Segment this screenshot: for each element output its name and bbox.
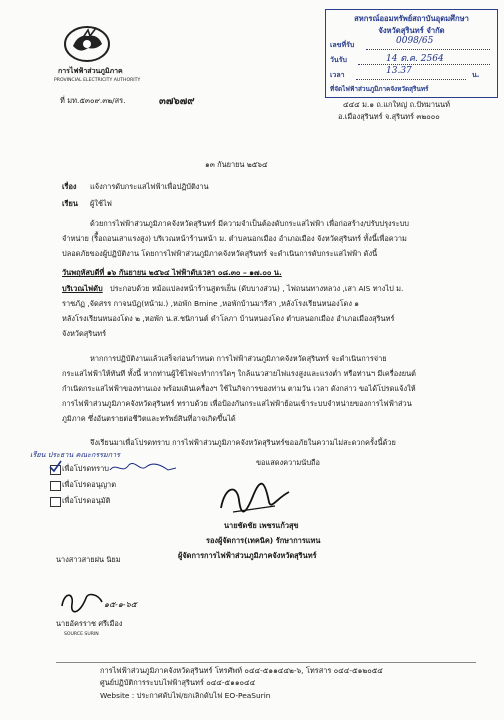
- stamp-received-label: เลขที่รับ: [330, 41, 355, 49]
- para3-line1: หากการปฏิบัติงานแล้วเสร็จก่อนกำหนด การไฟฟ้าส่วนภูมิภาคจังหวัดสุรินทร์ จะดำเนินการจ่าย: [90, 354, 387, 363]
- para3-line4: การไฟฟ้าส่วนภูมิภาคจังหวัดสุรินทร์ ทราบด้วย เพื่อป้องกันกระแสไฟฟ้าย้อนเข้าระบบจำหน่ายของการไฟฟ้าส่วน: [62, 399, 412, 408]
- ref-suffix: ๓๗๖๗๙: [159, 96, 195, 107]
- initials-signature-icon: [108, 460, 178, 476]
- area-line4: จังหวัดสุรินทร์: [62, 329, 107, 338]
- signer-position-1: รองผู้จัดการ(เทคนิค) รักษาการแทน: [206, 536, 321, 545]
- footer-contact: การไฟฟ้าส่วนภูมิภาคจังหวัดสุรินทร์ โทรศัพท์ ๐๔๔-๕๑๑๔๔๒-๖, โทรสาร ๐๔๔-๕๑๒๐๕๔: [100, 666, 383, 675]
- para3-line3: กำเนิดกระแสไฟฟ้าของท่านเอง พร้อมเดินเครื่องฯ ใช้ในกิจการของท่าน ตามวัน เวลา ดังกล่าว ขอได้โปรดแจ้งให้: [62, 384, 416, 393]
- stamp-date-value: 14 ต.ค. 2564: [386, 54, 444, 64]
- stamp-time-value: 13.37: [386, 66, 412, 76]
- area-line2: ราชภัฏ ,จัดสรร กาจนบัฏ(หน้าม.) ,หอพัก Bmine ,หอพักบ้านมารีสา ,หลังโรงเรียนหนองโดง ๑: [62, 299, 360, 308]
- para3-line5: ภูมิภาค ซึ่งอันตรายต่อชีวิตและทรัพย์สินที่อาจเกิดขึ้นได้: [62, 414, 236, 423]
- regards-text: ขอแสดงความนับถือ: [256, 458, 320, 467]
- subject-text: แจ้งการดับกระแสไฟฟ้าเพื่อปฏิบัติงาน: [90, 182, 209, 191]
- footer-website[interactable]: Website : ประกาศดับไฟ/ยกเลิกดับไฟ EO-PeaSurin: [100, 691, 271, 700]
- received-stamp: [325, 9, 498, 98]
- stamp-time-label: เวลา: [330, 71, 345, 79]
- left-recipient-name: นางสาวสายฝน นิยม: [56, 555, 121, 564]
- org-name-en: PROVINCIAL ELECTRICITY AUTHORITY: [54, 78, 141, 83]
- left-signature-date: ๑๕-๑-๖๕: [104, 600, 137, 609]
- signer-name: นายชัดชัย เพชรแก้วสุข: [224, 521, 299, 530]
- stamp-title-2: จังหวัดสุรินทร์ จำกัด: [378, 26, 445, 35]
- stamp-received-value: 0098/65: [396, 36, 434, 46]
- org-name-th: การไฟฟ้าส่วนภูมิภาค: [58, 67, 123, 75]
- address-line-1: ๔๔๔ ม.๑ ถ.แกใหญ่ ถ.ปัทมานนท์: [343, 100, 450, 109]
- signer-signature-icon: [215, 478, 295, 520]
- handwritten-note: เรียน ประธาน คณะกรรมการ: [30, 450, 121, 459]
- subject-label: เรื่อง: [62, 182, 77, 191]
- to-text: ผู้ใช้ไฟ: [90, 199, 112, 208]
- document-date: ๑๓ กันยายน ๒๕๖๔: [205, 160, 268, 169]
- para3-line2: กระแสไฟฟ้าให้ทันที ทั้งนี้ หากท่านผู้ใช้ไฟจะทำการใดๆ ใกล้แนวสายไฟแรงสูงและแรงต่ำ หรือท่านฯ มีเครื่องยนต์: [62, 369, 416, 378]
- para1-line3: ปลอดภัยของผู้ปฏิบัติงาน โดยการไฟฟ้าส่วนภูมิภาคจังหวัดสุรินทร์ จะดำเนินการดับกระแสไฟฟ้า ดังนี้: [62, 249, 378, 258]
- ref-number: ที่ มท.๕๓๐๙.๓๒/สร.: [60, 96, 126, 105]
- checkbox-acknowledge-label: เพื่อโปรดทราบ: [62, 464, 109, 473]
- stamp-title-1: สหกรณ์ออมทรัพย์สถาบันอุดมศึกษา: [354, 14, 469, 23]
- area-label: บริเวณไฟดับ: [62, 284, 103, 293]
- checkbox-permit[interactable]: [50, 481, 61, 491]
- outage-datetime: วันพฤหัสบดีที่ ๑๖ กันยายน ๒๕๖๔ ไฟฟ้าดับเวลา ๐๘.๓๐ – ๑๗.๐๐ น.: [62, 268, 282, 277]
- left-signer-name: นายอัครราช ศรีเมือง: [56, 619, 123, 628]
- para1-line1: ด้วยการไฟฟ้าส่วนภูมิภาคจังหวัดสุรินทร์ มีความจำเป็นต้องดับกระแสไฟฟ้า เพื่อก่อสร้าง/ปรับปรุงระบบ: [90, 219, 409, 228]
- footer-control-center: ศูนย์ปฏิบัติการระบบไฟฟ้าสุรินทร์ ๐๔๔-๕๑๑๐๔๔: [100, 678, 256, 687]
- left-signature-icon: [58, 588, 106, 616]
- address-line-2: อ.เมืองสุรินทร์ จ.สุรินทร์ ๓๒๐๐๐: [338, 112, 440, 121]
- check-mark-icon: [48, 460, 62, 474]
- para1-line2: จำหน่าย (ริื้อถอนเสาแรงสูง) บริเวณหน้าร้านหน้า ม. ตำบลนอกเมือง อำเภอเมือง จังหวัดสุรินทร์ ทั้งนี้เพื่อความ: [62, 234, 407, 243]
- closing-text: จึงเรียนมาเพื่อโปรดทราบ การไฟฟ้าส่วนภูมิภาคจังหวัดสุรินทร์ขออภัยในความไม่สะดวกครั้งนี้ด้วย: [90, 438, 396, 447]
- stamp-footer: ที่จัดไฟฟ้าส่วนภูมิภาคจังหวัดสุรินทร์: [330, 85, 429, 93]
- signer-position-2: ผู้จัดการการไฟฟ้าส่วนภูมิภาคจังหวัดสุรินทร์: [178, 551, 317, 560]
- stamp-date-label: วันรับ: [330, 56, 347, 64]
- footer-divider: [56, 662, 476, 663]
- checkbox-approve[interactable]: [50, 497, 61, 507]
- checkbox-permit-label: เพื่อโปรดอนุญาต: [62, 480, 117, 489]
- left-signer-caption: SOURCE SURIN: [64, 632, 99, 637]
- pea-logo-icon: [58, 24, 116, 64]
- area-line3: หลังโรงเรียนหนองโดง ๒ ,หอพัก น.ส.ชนิกานต์ ดำโลภา บ้านหนองโดง ตำบลนอกเมือง อำเภอเมืองสุรินทร์: [62, 314, 395, 323]
- stamp-time-unit: น.: [472, 71, 480, 79]
- checkbox-approve-label: เพื่อโปรดอนุมัติ: [62, 496, 111, 505]
- area-line1: ประกอบด้วย หม้อแปลงหน้าร้านสูตรเย็น (ดับบางส่วน) , ไฟถนนทางหลวง ,เสา AIS ทางไป ม.: [110, 284, 404, 293]
- to-label: เรียน: [62, 199, 78, 208]
